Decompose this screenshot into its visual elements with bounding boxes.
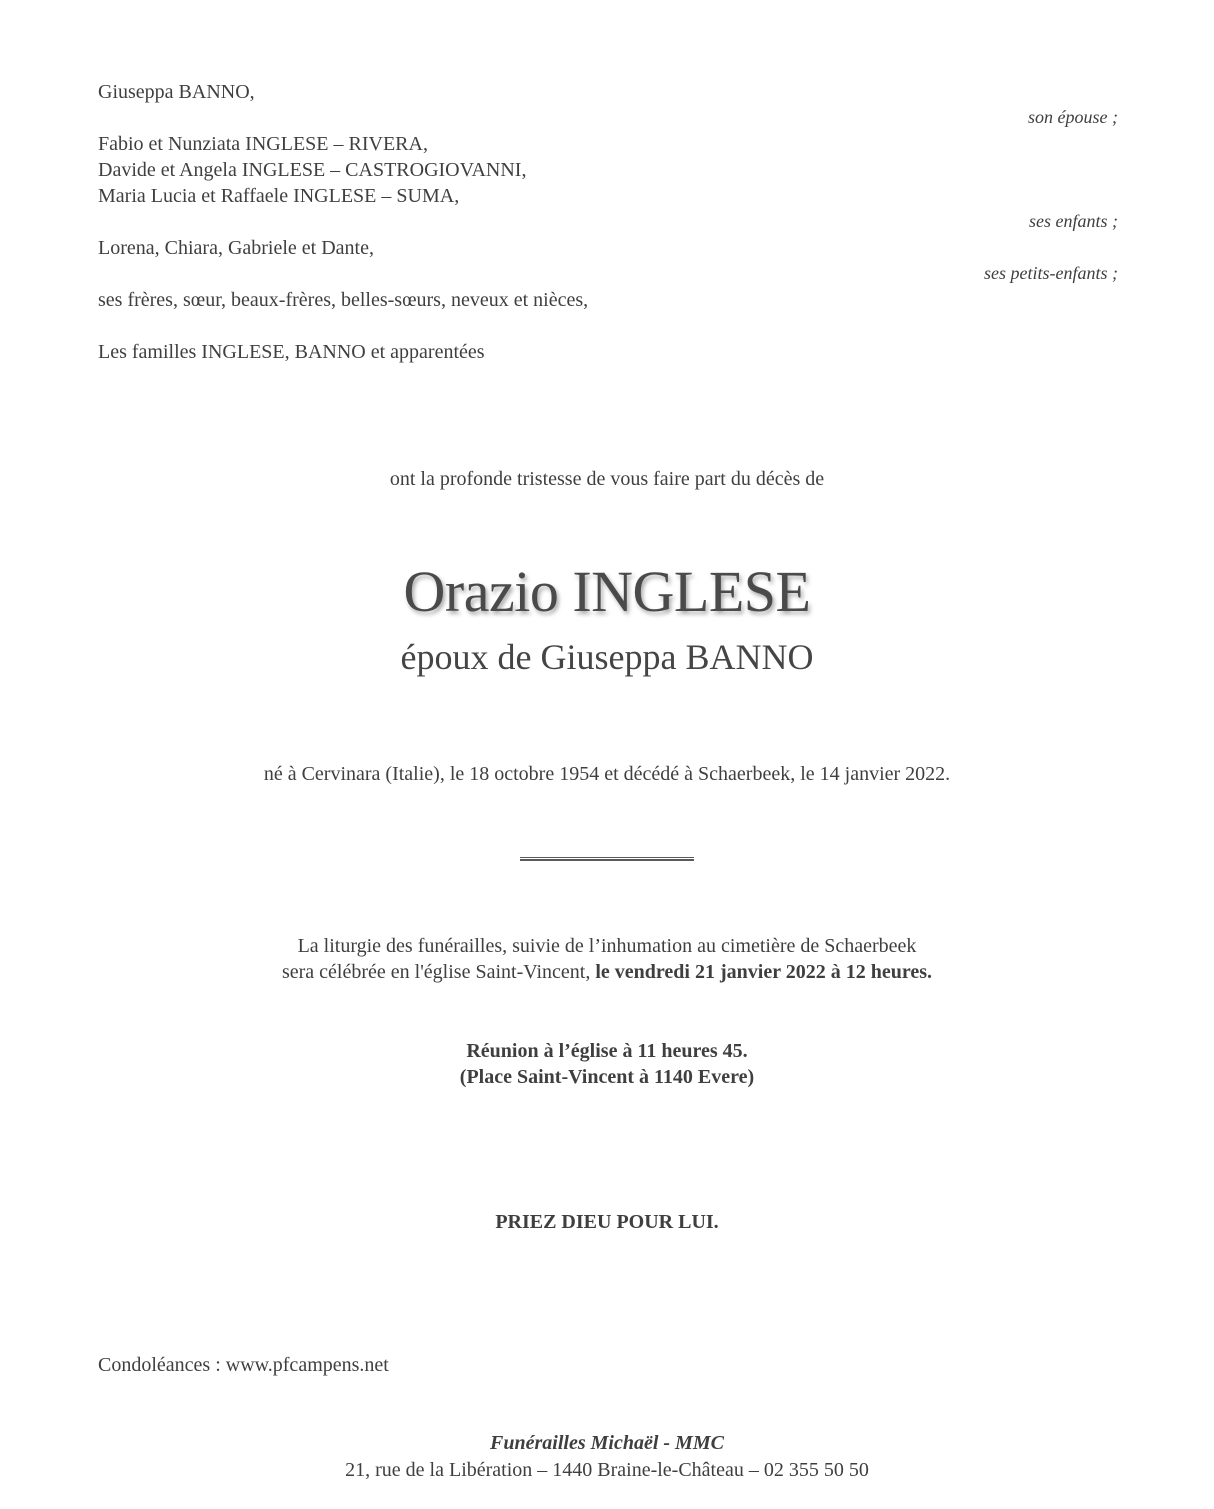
wife-name: Giuseppa BANNO, [98,81,255,103]
child-line-3: Maria Lucia et Raffaele INGLESE – SUMA, [98,185,460,207]
children-role: ses enfants ; [1029,211,1118,231]
meeting-time: Réunion à l’église à 11 heures 45. [466,1040,748,1062]
birth-death-line: né à Cervinara (Italie), le 18 octobre 1954 et décédé à Schaerbeek, le 14 janvier 2022. [263,763,951,785]
funeral-home-address: 21, rue de la Libération – 1440 Braine-le-Château – 02 355 50 50 [345,1459,869,1481]
deceased-spouse-subtitle: époux de Giuseppa BANNO [400,637,814,677]
child-line-1: Fabio et Nunziata INGLESE – RIVERA, [98,133,428,155]
families-line: Les familles INGLESE, BANNO et apparentées [98,341,485,363]
condolences-line: Condoléances : www.pfcampens.net [98,1354,389,1376]
church-address: (Place Saint-Vincent à 1140 Evere) [459,1066,755,1088]
prayer-text: PRIEZ DIEU POUR LUI. [495,1211,719,1233]
funeral-line-2-text: sera célébrée en l'église Saint-Vincent, [281,961,596,983]
grandchildren-role: ses petits-enfants ; [984,263,1118,283]
funeral-line-1: La liturgie des funérailles, suivie de l’inhumation au cimetière de Schaerbeek [297,935,917,957]
grandchildren-names: Lorena, Chiara, Gabriele et Dante, [98,237,374,259]
funeral-home-name: Funérailles Michaël - MMC [490,1432,724,1454]
section-divider [520,857,694,861]
funeral-datetime: le vendredi 21 janvier 2022 à 12 heures. [595,961,933,983]
child-line-2: Davide et Angela INGLESE – CASTROGIOVANNI, [98,159,527,181]
siblings-line: ses frères, sœur, beaux-frères, belles-sœurs, neveux et nièces, [98,289,589,311]
wife-role: son épouse ; [1028,107,1118,127]
funeral-line-2 [0,959,1214,985]
deceased-name: Orazio INGLESE [403,559,811,624]
announcement-text: ont la profonde tristesse de vous faire part du décès de [389,468,825,490]
